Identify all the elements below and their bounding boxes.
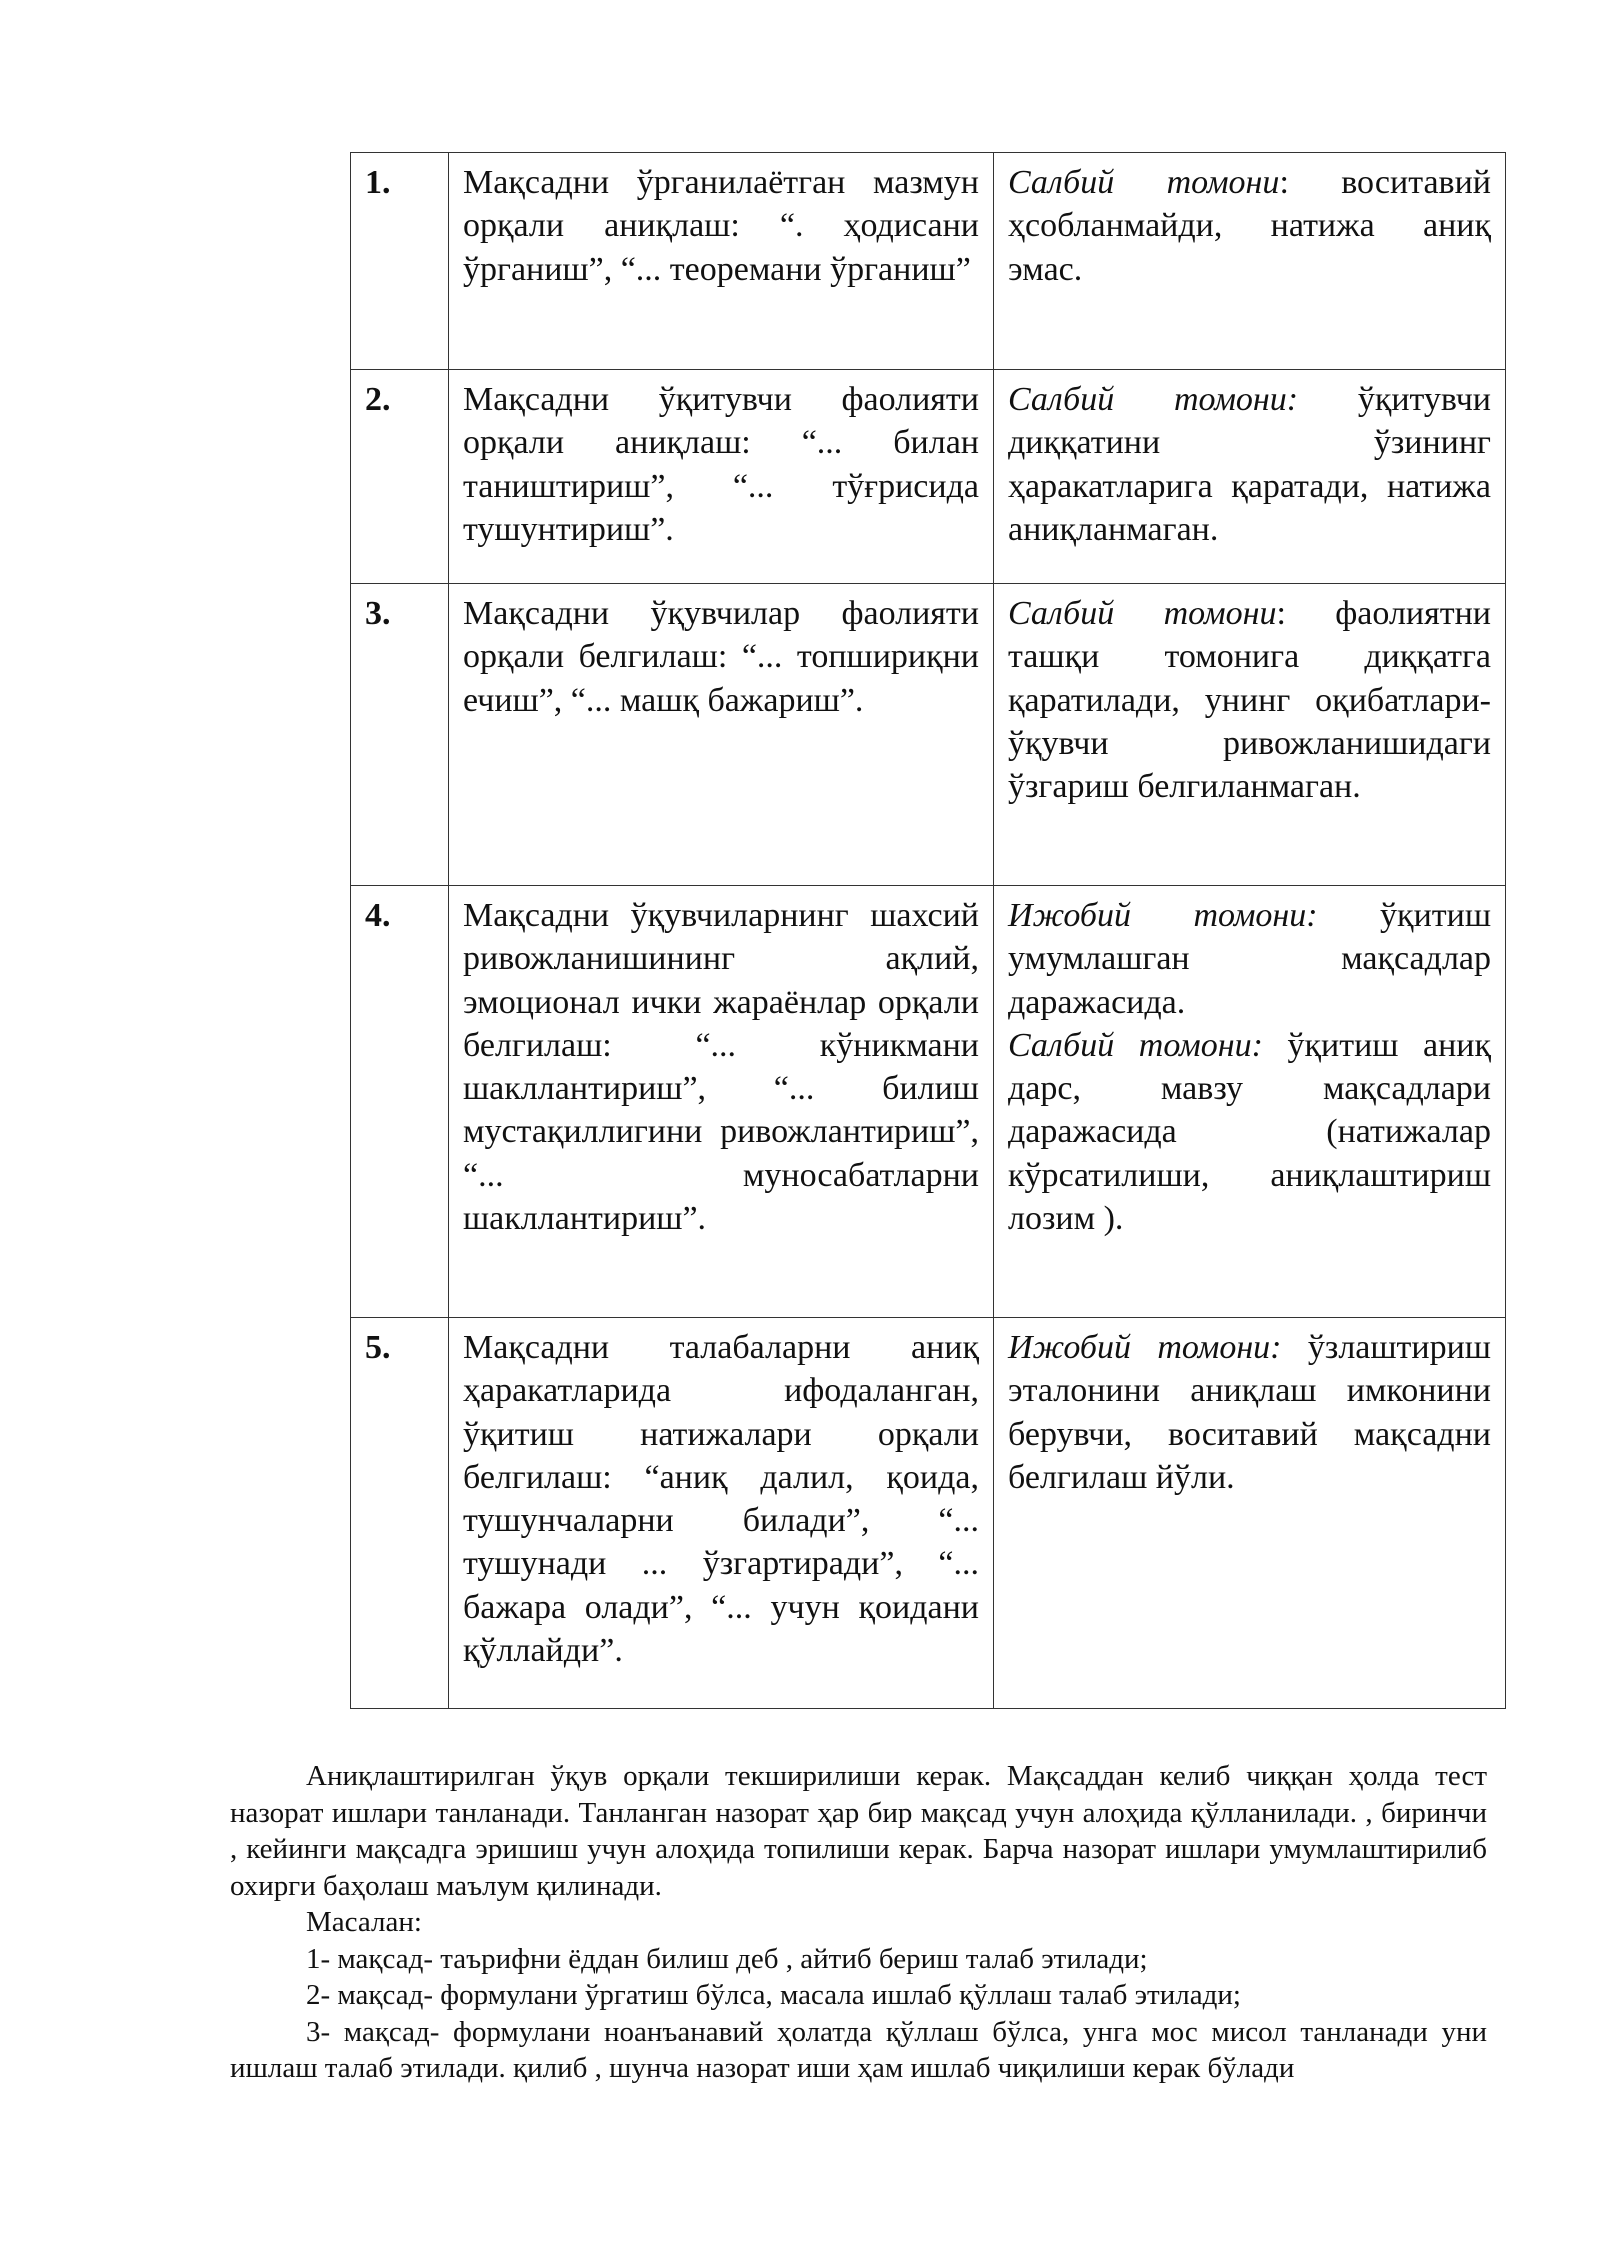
goal-description: Мақсадни ўқувчиларнинг шахсий ривожланишининг ақлий, эмоционал ички жараёнлар орқали белгилаш: “... кўникмани шакллантириш”, “... билиш мустақиллигини ривожлантириш”, “... муносабатларни шакллантириш”.	[449, 886, 994, 1318]
evaluation-line	[1008, 1326, 1491, 1499]
list-item: 1- мақсад- таърифни ёддан билиш деб , айтиб бериш талаб этилади;	[306, 1942, 1148, 1975]
goal-evaluation	[994, 1318, 1506, 1709]
goal-evaluation	[994, 584, 1506, 886]
evaluation-text: : фаолиятни ташқи томонига диққатга қаратилади, унинг оқибатлари- ўқувчи ривожланишидаги ўзгариш белгиланмаган.	[1008, 595, 1491, 806]
evaluation-label: Салбий томони	[1008, 595, 1277, 632]
goal-evaluation	[994, 370, 1506, 584]
evaluation-label: Ижобий томони:	[1008, 897, 1318, 934]
evaluation-text: : воситавий ҳсобланмайди, натижа аниқ эмас.	[1008, 164, 1491, 288]
evaluation-text: ўқитиш умумлашган мақсадлар даражасида.	[1008, 897, 1491, 1021]
evaluation-line	[1008, 894, 1491, 1024]
goal-evaluation	[994, 153, 1506, 370]
row-number: 3.	[351, 584, 449, 886]
goal-description: Мақсадни ўқитувчи фаолияти орқали аниқлаш: “... билан таништириш”, “... тўғрисида тушунтириш”.	[449, 370, 994, 584]
paragraph: Аниқлаштирилган ўқув орқали текширилиши керак. Мақсаддан келиб чиққан ҳолда тест назорат ишлари танланади. Танланган назорат ҳар бир мақсад учун алоҳида қўлланилади. , биринчи , кейинги мақсадга эришиш учун алоҳида топилиши керак. Барча назорат ишлари умумлаштирилиб охирги баҳолаш маълум қилинади.	[230, 1760, 1487, 1902]
table-row	[351, 584, 1506, 886]
evaluation-label: Салбий томони	[1008, 164, 1280, 201]
row-number: 5.	[351, 1318, 449, 1709]
list-item: 3- мақсад- формулани ноанъанавий ҳолатда қўллаш бўлса, унга мос мисол танланади уни ишлаш талаб этилади. қилиб , шунча назорат иши ҳам ишлаб чиқилиши керак бўлади	[230, 2015, 1487, 2084]
evaluation-label: Салбий томони:	[1008, 1026, 1263, 1064]
table-row	[351, 1318, 1506, 1709]
evaluation-line	[1008, 1024, 1491, 1240]
table-row	[351, 886, 1506, 1318]
table-row	[351, 153, 1506, 370]
body-text	[230, 1758, 1487, 2087]
evaluation-text: ўзлаштириш эталонини аниқлаш имконини берувчи, воситавий мақсадни белгилаш йўли.	[1008, 1329, 1491, 1496]
row-number: 2.	[351, 370, 449, 584]
evaluation-label: Салбий томони:	[1008, 381, 1299, 418]
list-item: 2- мақсад- формулани ўргатиш бўлса, масала ишлаб қўллаш талаб этилади;	[306, 1979, 1241, 2011]
evaluation-line	[1008, 378, 1491, 551]
evaluation-text: ўқитувчи диққатини ўзининг ҳаракатларига қаратади, натижа аниқланмаган.	[1008, 381, 1491, 548]
row-number: 4.	[351, 886, 449, 1318]
goal-description: Мақсадни талабаларни аниқ ҳаракатларида ифодаланган, ўқитиш натижалари орқали белгилаш: “аниқ далил, қоида, тушунчаларни билади”, “... тушунади ... ўзгартиради”, “... бажара олади”, “... учун қоидани қўллайди”.	[449, 1318, 994, 1709]
evaluation-line	[1008, 161, 1491, 291]
table-row	[351, 370, 1506, 584]
goals-table	[350, 152, 1506, 1709]
evaluation-line	[1008, 592, 1491, 808]
row-number: 1.	[351, 153, 449, 370]
goal-evaluation	[994, 886, 1506, 1318]
evaluation-label: Ижобий томони:	[1008, 1329, 1282, 1366]
goal-description: Мақсадни ўқувчилар фаолияти орқали белгилаш: “... топшириқни ечиш”, “... машқ бажариш”.	[449, 584, 994, 886]
evaluation-text: ўқитиш аниқ дарс, мавзу мақсадлари даражасида (натижалар кўрсатилиши, аниқлаштириш лозим ).	[1008, 1026, 1491, 1238]
goal-description: Мақсадни ўрганилаётган мазмун орқали аниқлаш: “. ҳодисани ўрганиш”, “... теоремани ўрганиш”	[449, 153, 994, 370]
paragraph: Масалан:	[306, 1906, 422, 1938]
